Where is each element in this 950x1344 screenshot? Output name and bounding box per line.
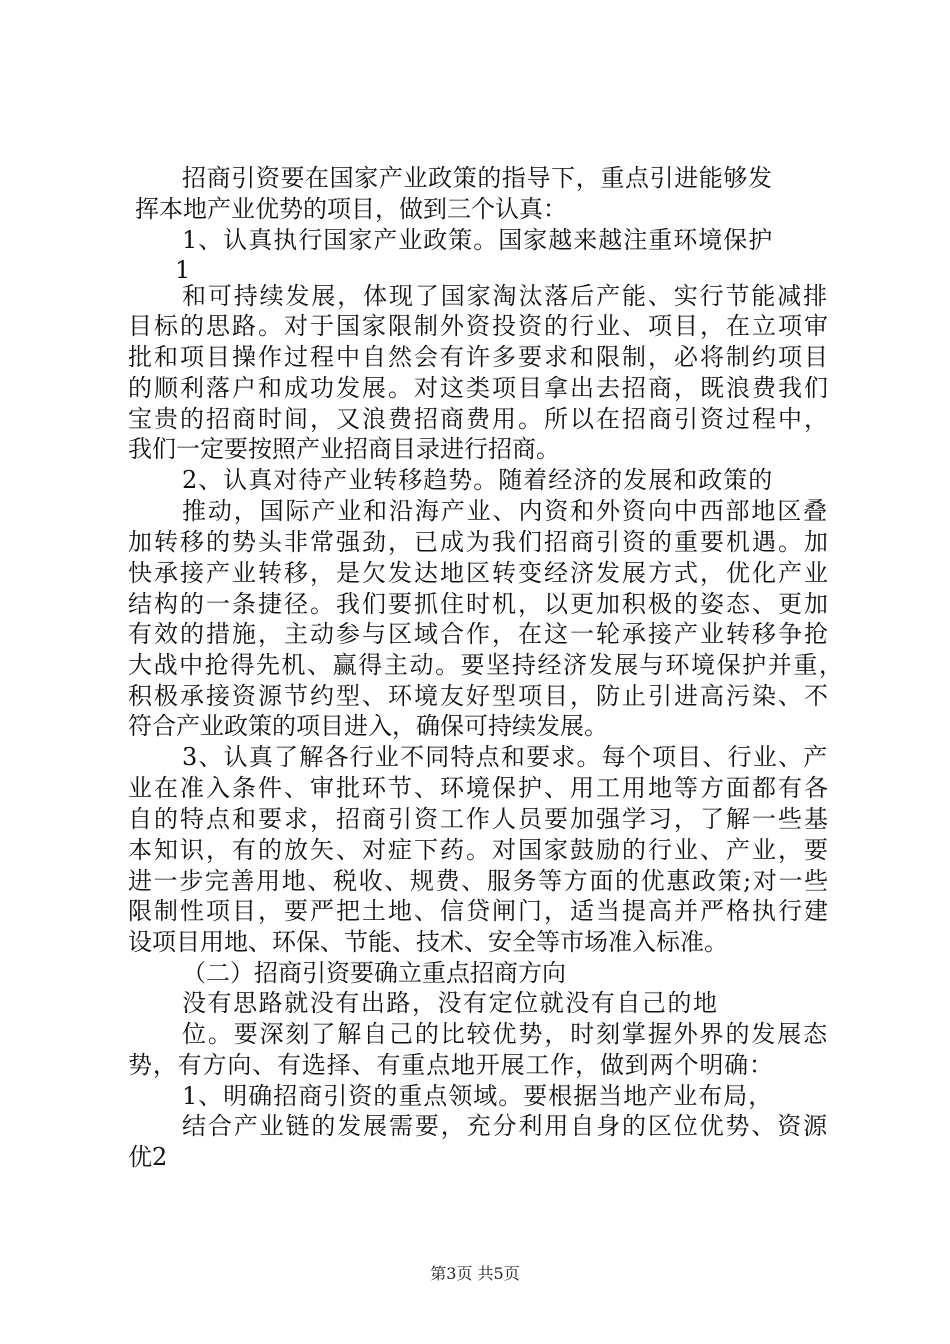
text-line: 结构的一条捷径。我们要抓住时机，以更加积极的姿态、更加: [128, 590, 830, 618]
text-line: 宝贵的招商时间，又浪费招商费用。所以在招商引资过程中，: [128, 405, 830, 433]
text-line: 势，有方向、有选择、有重点地开展工作，做到两个明确：: [128, 1051, 774, 1079]
text-line: 3、认真了解各行业不同特点和要求。每个项目、行业、产: [182, 743, 829, 771]
text-line: 批和项目操作过程中自然会有许多要求和限制，必将制约项目: [128, 343, 830, 371]
text-line: 设项目用地、环保、节能、技术、安全等市场准入标准。: [128, 928, 728, 956]
text-line: 招商引资要在国家产业政策的指导下，重点引进能够发: [182, 164, 773, 192]
text-line: 加转移的势头非常强劲，已成为我们招商引资的重要机遇。加: [128, 528, 830, 556]
text-line: 有效的措施，主动参与区域合作，在这一轮承接产业转移争抢: [128, 620, 830, 648]
text-line: 和可持续发展，体现了国家淘汰落后产能、实行节能减排: [182, 282, 829, 310]
text-line: 1: [175, 256, 191, 284]
text-line: 推动，国际产业和沿海产业、内资和外资向中西部地区叠: [182, 497, 829, 525]
text-line: 2、认真对待产业转移趋势。随着经济的发展和政策的: [182, 466, 774, 494]
text-line: 结合产业链的发展需要，充分利用自身的区位优势、资源: [182, 1112, 829, 1140]
text-line: 本知识，有的放矢、对症下药。对国家鼓励的行业、产业，要: [128, 836, 830, 864]
text-line: 快承接产业转移，是欠发达地区转变经济发展方式，优化产业: [128, 559, 830, 587]
text-line: 限制性项目，要严把土地、信贷闸门，适当提高并严格执行建: [128, 897, 830, 925]
text-line: 我们一定要按照产业招商目录进行招商。: [128, 435, 560, 463]
text-line: 积极承接资源节约型、环境友好型项目，防止引进高污染、不: [128, 682, 830, 710]
text-line: 大战中抢得先机、赢得主动。要坚持经济发展与环境保护并重，: [128, 651, 845, 679]
text-line: 目标的思路。对于国家限制外资投资的行业、项目，在立项审: [128, 312, 830, 340]
text-line: （二）招商引资要确立重点招商方向: [182, 959, 566, 987]
text-line: 的顺利落户和成功发展。对这类项目拿出去招商，既浪费我们: [128, 374, 830, 402]
text-line: 进一步完善用地、税收、规费、服务等方面的优惠政策;对一些: [128, 867, 830, 895]
text-line: 挥本地产业优势的项目，做到三个认真：: [135, 195, 567, 223]
text-line: 没有思路就没有出路，没有定位就没有自己的地: [182, 989, 719, 1017]
text-line: 自的特点和要求，招商引资工作人员要加强学习，了解一些基: [128, 805, 830, 833]
text-line: 1、认真执行国家产业政策。国家越来越注重环境保护: [182, 226, 774, 254]
text-line: 优2: [128, 1143, 168, 1171]
page-footer: 第3页 共5页: [430, 1264, 520, 1283]
text-line: 位。要深刻了解自己的比较优势，时刻掌握外界的发展态: [182, 1020, 829, 1048]
text-line: 业在准入条件、审批环节、环境保护、用工用地等方面都有各: [128, 774, 830, 802]
text-line: 符合产业政策的项目进入，确保可持续发展。: [128, 712, 608, 740]
text-line: 1、明确招商引资的重点领域。要根据当地产业布局，: [182, 1082, 774, 1110]
